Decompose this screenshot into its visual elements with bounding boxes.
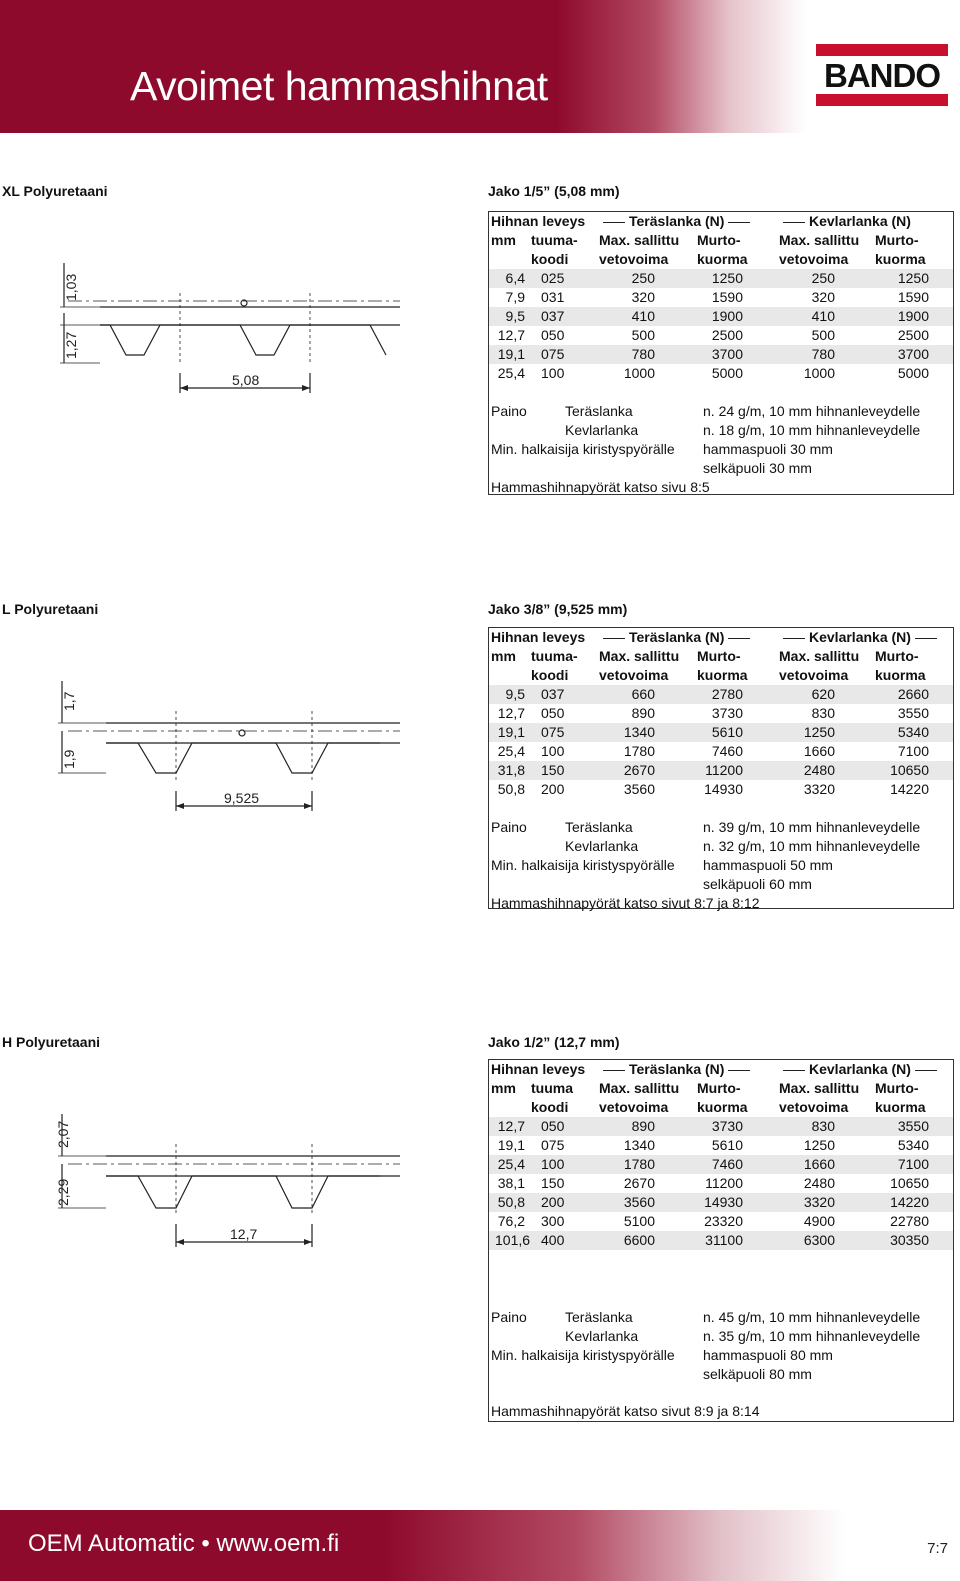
steel-group-header: Teräslanka (N) [599,212,754,231]
cell-steel-break: 5000 [711,365,743,381]
col-header-tuuma: tuuma [531,1080,573,1096]
cell-width-mm: 19,1 [497,724,525,740]
cell-inch-code: 150 [541,762,565,778]
pitch-title: Jako 3/8” (9,525 mm) [488,601,628,617]
kevlar-group-header: Kevlarlanka (N) [779,628,941,647]
cell-steel-break: 7460 [711,743,743,759]
pitch-title: Jako 1/5” (5,08 mm) [488,183,620,199]
cell-steel-max: 1340 [623,724,655,740]
weight-kevlar-value: n. 18 g/m, 10 mm hihnanleveydelle [703,422,921,438]
col-header-tuuma: tuuma- [531,232,578,248]
min-diameter-back-row [489,459,953,478]
col-header-kevlar-max: Max. sallittu [779,648,860,664]
bando-logo-icon [812,42,952,108]
cell-kevlar-max: 1250 [803,1137,835,1153]
pitch-dim: 9,525 [224,790,260,806]
cell-steel-max: 780 [631,346,655,362]
cell-steel-break: 1250 [711,270,743,286]
min-diameter-back: selkäpuoli 60 mm [703,876,812,892]
cell-width-mm: 31,8 [497,762,525,778]
weight-kevlar-row [489,1327,953,1346]
pitch-title: Jako 1/2” (12,7 mm) [488,1034,620,1050]
steel-group-header: Teräslanka (N) [599,628,754,647]
col-header-mm: mm [491,648,516,664]
cell-kevlar-max: 3320 [803,1194,835,1210]
col-header-kevlar-max: Max. sallittu [779,1080,860,1096]
col-header-kevlar-murto: Murto- [875,232,919,248]
belt-profile-drawing [40,681,410,831]
kevlar-group-header: Kevlarlanka (N) [779,212,911,231]
cell-kevlar-break: 14220 [890,1194,929,1210]
cell-steel-break: 2780 [711,686,743,702]
pulley-reference-row [489,1402,953,1421]
weight-kevlar-label: Kevlarlanka [565,422,639,438]
cell-steel-max: 6600 [623,1232,655,1248]
cell-kevlar-max: 1000 [803,365,835,381]
cell-kevlar-max: 2480 [803,762,835,778]
cell-kevlar-max: 500 [811,327,835,343]
weight-steel-value: n. 45 g/m, 10 mm hihnanleveydelle [703,1309,921,1325]
top-dim: 2,07 [55,1120,71,1148]
cell-kevlar-break: 7100 [897,1156,929,1172]
cell-steel-break: 1590 [711,289,743,305]
cell-steel-break: 14930 [704,781,743,797]
table-row [489,685,953,704]
min-diameter-back-row [489,875,953,894]
bottom-dim: 2,29 [55,1178,71,1206]
cell-width-mm: 50,8 [497,781,525,797]
cell-width-mm: 38,1 [497,1175,525,1191]
col-header-mm: mm [491,1080,516,1096]
min-diameter-tooth: hammaspuoli 50 mm [703,857,833,873]
col-header-kevlar-max: Max. sallittu [779,232,860,248]
cell-kevlar-max: 320 [811,289,835,305]
svg-text:BANDO: BANDO [824,57,940,94]
cell-steel-max: 2670 [623,1175,655,1191]
cell-width-mm: 6,4 [505,270,525,286]
table-header-row-1 [489,628,953,647]
table-header-row-3 [489,250,953,269]
min-diameter-label: Min. halkaisija kiristyspyörälle [491,441,675,457]
cell-kevlar-break: 2500 [897,327,929,343]
bottom-dim: 1,9 [61,749,77,769]
table-row [489,742,953,761]
cell-width-mm: 12,7 [497,327,525,343]
cell-inch-code: 050 [541,1118,565,1134]
weight-label: Paino [491,1309,527,1325]
table-header-row-2 [489,1079,953,1098]
weight-steel-label: Teräslanka [565,819,633,835]
section-title: XL Polyuretaani [2,183,108,199]
cell-steel-break: 3730 [711,705,743,721]
cell-inch-code: 075 [541,724,565,740]
cell-width-mm: 9,5 [505,308,525,324]
cell-steel-max: 1000 [623,365,655,381]
cell-kevlar-break: 14220 [890,781,929,797]
cell-steel-break: 14930 [704,1194,743,1210]
cell-kevlar-break: 1590 [897,289,929,305]
col-header-steel-max: Max. sallittu [599,648,680,664]
pulley-reference: Hammashihnapyörät katso sivut 8:7 ja 8:12 [491,895,760,911]
cell-width-mm: 19,1 [497,1137,525,1153]
cell-steel-max: 410 [631,308,655,324]
cell-steel-max: 3560 [623,1194,655,1210]
cell-steel-break: 1900 [711,308,743,324]
weight-label: Paino [491,403,527,419]
col-header-koodi: koodi [531,251,569,267]
col-header-steel-murto: Murto- [697,1080,741,1096]
cell-kevlar-max: 250 [811,270,835,286]
cell-inch-code: 200 [541,781,565,797]
min-diameter-row [489,440,953,459]
cell-steel-break: 11200 [705,762,743,778]
cell-steel-max: 500 [631,327,655,343]
steel-group-header: Teräslanka (N) [599,1060,754,1079]
cell-inch-code: 100 [541,1156,565,1172]
cell-inch-code: 300 [541,1213,565,1229]
cell-kevlar-break: 1900 [897,308,929,324]
table-header-row-1 [489,1060,953,1079]
cell-steel-break: 5610 [711,724,743,740]
section-xl [0,183,960,503]
cell-kevlar-break: 7100 [897,743,929,759]
section-title: H Polyuretaani [2,1034,101,1050]
table-row [489,307,953,326]
cell-kevlar-max: 830 [811,1118,835,1134]
cell-inch-code: 400 [541,1232,565,1248]
cell-steel-max: 320 [631,289,655,305]
cell-kevlar-break: 10650 [890,1175,929,1191]
cell-width-mm: 25,4 [497,365,525,381]
col-header-steel-kuorma: kuorma [697,251,748,267]
table-row [489,326,953,345]
pulley-reference-row [489,894,953,913]
table-header-row-3 [489,1098,953,1117]
table-row [489,1117,953,1136]
pitch-dim: 5,08 [232,372,260,388]
cell-steel-break: 11200 [705,1175,743,1191]
col-header-kevlar-kuorma: kuorma [875,1099,926,1115]
table-row [489,723,953,742]
weight-steel-label: Teräslanka [565,403,633,419]
top-dim: 1,7 [61,691,77,711]
cell-steel-break: 31100 [705,1232,743,1248]
cell-kevlar-break: 3550 [897,705,929,721]
spec-table [488,627,954,909]
cell-inch-code: 025 [541,270,565,286]
cell-inch-code: 200 [541,1194,565,1210]
table-header-row-1 [489,212,953,231]
cell-steel-max: 890 [631,1118,655,1134]
pulley-reference: Hammashihnapyörät katso sivu 8:5 [491,479,710,495]
col-header-kevlar-kuorma: kuorma [875,667,926,683]
col-header-kevlar-vetovoima: vetovoima [779,251,849,267]
table-row [489,288,953,307]
col-header-mm: mm [491,232,516,248]
cell-width-mm: 76,2 [497,1213,525,1229]
cell-steel-max: 3560 [623,781,655,797]
weight-kevlar-label: Kevlarlanka [565,838,639,854]
col-header-steel-murto: Murto- [697,232,741,248]
min-diameter-tooth: hammaspuoli 30 mm [703,441,833,457]
section-h [0,1034,960,1434]
belt-profile-drawing [40,263,410,413]
page-title: Avoimet hammashihnat [130,63,548,109]
cell-width-mm: 12,7 [497,705,525,721]
cell-inch-code: 075 [541,1137,565,1153]
cell-steel-max: 1780 [623,1156,655,1172]
table-row [489,1155,953,1174]
kevlar-group-header: Kevlarlanka (N) [779,1060,941,1079]
cell-width-mm: 9,5 [505,686,525,702]
cell-kevlar-max: 1660 [803,1156,835,1172]
col-header-steel-vetovoima: vetovoima [599,667,669,683]
cell-kevlar-max: 2480 [803,1175,835,1191]
col-header-kevlar-murto: Murto- [875,648,919,664]
cell-steel-break: 5610 [711,1137,743,1153]
weight-steel-row [489,1308,953,1327]
cell-kevlar-break: 22780 [890,1213,929,1229]
weight-steel-value: n. 24 g/m, 10 mm hihnanleveydelle [703,403,921,419]
pitch-dim: 12,7 [230,1226,258,1242]
weight-steel-row [489,402,953,421]
weight-kevlar-row [489,421,953,440]
min-diameter-tooth: hammaspuoli 80 mm [703,1347,833,1363]
cell-steel-max: 1340 [623,1137,655,1153]
min-diameter-row [489,1346,953,1365]
cell-kevlar-break: 5340 [897,724,929,740]
col-header-kevlar-vetovoima: vetovoima [779,667,849,683]
cell-steel-max: 890 [631,705,655,721]
cell-kevlar-break: 10650 [890,762,929,778]
cell-kevlar-max: 6300 [803,1232,835,1248]
cell-steel-max: 1780 [623,743,655,759]
cell-kevlar-break: 3550 [897,1118,929,1134]
weight-kevlar-value: n. 32 g/m, 10 mm hihnanleveydelle [703,838,921,854]
col-header-steel-vetovoima: vetovoima [599,1099,669,1115]
cell-width-mm: 50,8 [497,1194,525,1210]
cell-steel-break: 23320 [704,1213,743,1229]
cell-kevlar-max: 1660 [803,743,835,759]
min-diameter-back-row [489,1365,953,1384]
cell-kevlar-break: 1250 [897,270,929,286]
col-header-tuuma: tuuma- [531,648,578,664]
cell-width-mm: 25,4 [497,743,525,759]
min-diameter-label: Min. halkaisija kiristyspyörälle [491,857,675,873]
cell-kevlar-max: 830 [811,705,835,721]
col-header-koodi: koodi [531,667,569,683]
cell-width-mm: 12,7 [497,1118,525,1134]
cell-steel-max: 250 [631,270,655,286]
min-diameter-back: selkäpuoli 80 mm [703,1366,812,1382]
cell-inch-code: 075 [541,346,565,362]
cell-inch-code: 100 [541,743,565,759]
table-header-row-2 [489,647,953,666]
cell-width-mm: 101,6 [495,1232,531,1248]
col-header-koodi: koodi [531,1099,569,1115]
cell-width-mm: 19,1 [497,346,525,362]
cell-steel-max: 5100 [623,1213,655,1229]
table-row [489,345,953,364]
footer-company: OEM Automatic • www.oem.fi [28,1530,340,1557]
col-header-steel-max: Max. sallittu [599,232,680,248]
table-row [489,1231,953,1250]
cell-kevlar-break: 5340 [897,1137,929,1153]
table-row [489,269,953,288]
min-diameter-label: Min. halkaisija kiristyspyörälle [491,1347,675,1363]
cell-kevlar-max: 4900 [803,1213,835,1229]
cell-inch-code: 037 [541,308,565,324]
col-header-kevlar-vetovoima: vetovoima [779,1099,849,1115]
spec-table [488,1059,954,1422]
section-title: L Polyuretaani [2,601,99,617]
table-row [489,704,953,723]
cell-width-mm: 25,4 [497,1156,525,1172]
col-header-width: Hihnan leveys [491,213,586,229]
col-header-steel-kuorma: kuorma [697,1099,748,1115]
cell-steel-break: 7460 [711,1156,743,1172]
table-header-row-3 [489,666,953,685]
cell-kevlar-max: 620 [811,686,835,702]
col-header-width: Hihnan leveys [491,629,586,645]
cell-inch-code: 150 [541,1175,565,1191]
page-footer [0,1510,960,1581]
cell-inch-code: 037 [541,686,565,702]
table-row [489,1193,953,1212]
cell-kevlar-max: 3320 [803,781,835,797]
min-diameter-row [489,856,953,875]
cell-steel-break: 3730 [711,1118,743,1134]
min-diameter-back: selkäpuoli 30 mm [703,460,812,476]
weight-steel-value: n. 39 g/m, 10 mm hihnanleveydelle [703,819,921,835]
weight-kevlar-value: n. 35 g/m, 10 mm hihnanleveydelle [703,1328,921,1344]
weight-kevlar-row [489,837,953,856]
cell-steel-max: 660 [631,686,655,702]
col-header-steel-kuorma: kuorma [697,667,748,683]
cell-kevlar-break: 3700 [897,346,929,362]
cell-kevlar-break: 30350 [890,1232,929,1248]
cell-kevlar-max: 410 [811,308,835,324]
cell-steel-break: 3700 [711,346,743,362]
weight-steel-label: Teräslanka [565,1309,633,1325]
pulley-reference: Hammashihnapyörät katso sivut 8:9 ja 8:14 [491,1403,760,1419]
col-header-kevlar-kuorma: kuorma [875,251,926,267]
cell-inch-code: 050 [541,705,565,721]
cell-inch-code: 100 [541,365,565,381]
weight-kevlar-label: Kevlarlanka [565,1328,639,1344]
page-number: 7:7 [927,1540,948,1557]
cell-width-mm: 7,9 [505,289,525,305]
weight-steel-row [489,818,953,837]
table-row [489,364,953,383]
cell-steel-max: 2670 [623,762,655,778]
col-header-width: Hihnan leveys [491,1061,586,1077]
weight-label: Paino [491,819,527,835]
cell-kevlar-break: 2660 [897,686,929,702]
spec-table [488,211,954,495]
cell-inch-code: 050 [541,327,565,343]
cell-inch-code: 031 [541,289,565,305]
table-row [489,1174,953,1193]
pulley-reference-row [489,478,953,497]
col-header-steel-murto: Murto- [697,648,741,664]
table-header-row-2 [489,231,953,250]
cell-kevlar-max: 780 [811,346,835,362]
bottom-dim: 1,27 [63,331,79,359]
cell-kevlar-max: 1250 [803,724,835,740]
section-l [0,601,960,921]
cell-kevlar-break: 5000 [897,365,929,381]
col-header-kevlar-murto: Murto- [875,1080,919,1096]
table-row [489,780,953,799]
top-dim: 1,03 [63,273,79,301]
table-row [489,761,953,780]
col-header-steel-vetovoima: vetovoima [599,251,669,267]
col-header-steel-max: Max. sallittu [599,1080,680,1096]
table-row [489,1212,953,1231]
belt-profile-drawing [40,1114,410,1264]
table-row [489,1136,953,1155]
cell-steel-break: 2500 [711,327,743,343]
